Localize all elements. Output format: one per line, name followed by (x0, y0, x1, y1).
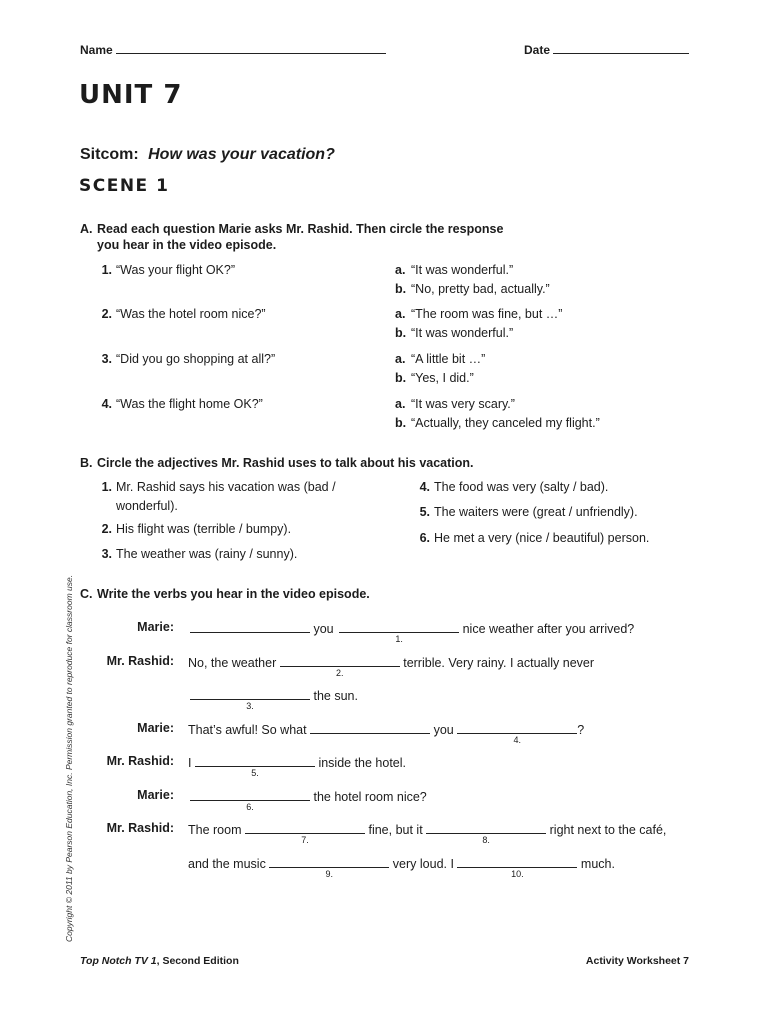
blank-7[interactable] (245, 821, 365, 845)
blank-number: 6. (246, 802, 254, 812)
section-a-line1: Read each question Marie asks Mr. Rashid. Then circle the response (97, 222, 504, 236)
item-text-cont: wonderful). (116, 499, 178, 513)
option-label: b. (395, 416, 407, 430)
dialogue-text: The room (188, 823, 242, 837)
option-b[interactable] (395, 280, 550, 299)
option-text: “A little bit …” (411, 352, 486, 366)
sitcom-heading (80, 146, 335, 164)
question-text: “Was your flight OK?” (116, 263, 236, 277)
dialogue-text: you (433, 723, 454, 737)
blank-3[interactable] (190, 687, 310, 711)
dialogue-text: you (313, 622, 334, 636)
answer-options-2 (395, 305, 562, 343)
sitcom-title: How was your vacation? (148, 146, 335, 163)
dialogue-text: inside the hotel. (318, 756, 407, 770)
speaker-marie: Marie: (137, 788, 174, 802)
section-b-letter: B. (80, 456, 93, 470)
option-text: “The room was fine, but …” (411, 307, 563, 321)
footer-worksheet-label: Activity Worksheet 7 (585, 955, 689, 967)
item-text: He met a very (nice / beautiful) person. (434, 531, 650, 545)
answer-options-3 (395, 350, 485, 388)
dialogue-line-5 (188, 754, 407, 778)
option-b[interactable] (395, 414, 600, 433)
blank-5[interactable] (195, 754, 315, 778)
adjective-item-5 (413, 503, 638, 522)
item-text: His flight was (terrible / bumpy). (116, 522, 292, 536)
dialogue-text: the hotel room nice? (313, 790, 427, 804)
option-a[interactable] (395, 261, 550, 280)
dialogue-text: the sun. (313, 689, 358, 703)
blank-number: 9. (325, 869, 334, 879)
section-c-instruction (80, 586, 370, 602)
name-label: Name (80, 43, 113, 57)
question-number: 2. (101, 307, 112, 321)
blank-number: 7. (301, 835, 309, 845)
blank-9[interactable] (269, 855, 389, 879)
footer-book-title (80, 955, 239, 967)
item-number: 2. (101, 522, 112, 536)
name-line[interactable] (116, 53, 386, 54)
speaker-marie: Marie: (137, 620, 174, 634)
copyright-notice: Copyright © 2011 by Pearson Education, Inc. Permission granted to reproduce for classroom use. (64, 574, 74, 942)
speaker-mr-rashid: Mr. Rashid: (106, 654, 174, 668)
dialogue-text: fine, but it (368, 823, 423, 837)
dialogue-line-2 (188, 654, 595, 678)
adjective-item-4 (413, 478, 608, 497)
option-text: “Actually, they canceled my flight.” (411, 416, 600, 430)
question-3 (95, 350, 275, 369)
dialogue-text: and the music (188, 857, 266, 871)
speaker-mr-rashid: Mr. Rashid: (106, 821, 174, 835)
section-a-line2: you hear in the video episode. (97, 238, 277, 252)
option-text: “It was wonderful.” (411, 326, 514, 340)
item-number: 3. (101, 547, 112, 561)
dialogue-text: ? (577, 723, 585, 737)
dialogue-line-4 (188, 721, 585, 745)
speaker-mr-rashid: Mr. Rashid: (106, 754, 174, 768)
blank-8[interactable] (426, 821, 546, 845)
answer-options-4 (395, 395, 600, 433)
option-label: a. (395, 397, 406, 411)
blank-1[interactable] (190, 620, 310, 633)
option-b[interactable] (395, 324, 562, 343)
blank-1b[interactable] (339, 620, 459, 644)
dialogue-line-1 (190, 620, 635, 644)
item-number: 5. (419, 505, 430, 519)
question-text: “Did you go shopping at all?” (116, 352, 276, 366)
dialogue-line-7 (188, 821, 667, 845)
dialogue-text: That’s awful! So what (188, 723, 307, 737)
option-text: “No, pretty bad, actually.” (411, 282, 550, 296)
footer-book-italic: Top Notch TV 1 (80, 955, 157, 967)
blank-number: 2. (335, 668, 344, 678)
option-a[interactable] (395, 350, 485, 369)
question-text: “Was the hotel room nice?” (116, 307, 266, 321)
date-line[interactable] (553, 53, 689, 54)
item-text: The food was very (salty / bad). (434, 480, 609, 494)
question-4 (95, 395, 263, 414)
item-number: 1. (101, 480, 112, 494)
dialogue-line-8 (188, 855, 615, 879)
option-text: “Yes, I did.” (411, 371, 474, 385)
section-c-text: Write the verbs you hear in the video episode. (97, 587, 370, 601)
item-text: The weather was (rainy / sunny). (116, 547, 298, 561)
blank-number: 8. (482, 835, 490, 845)
sitcom-label: Sitcom: (80, 146, 139, 163)
section-a-letter: A. (80, 222, 93, 236)
name-label-row (80, 43, 386, 57)
scene-title: SCENE 1 (79, 176, 170, 196)
blank-6[interactable] (190, 788, 310, 812)
item-number: 4. (419, 480, 430, 494)
blank-4a[interactable] (310, 721, 430, 734)
option-b[interactable] (395, 369, 485, 388)
date-label-row (524, 43, 689, 57)
adjective-item-3 (95, 545, 297, 564)
blank-number: 3. (246, 701, 254, 711)
blank-4[interactable] (457, 721, 577, 745)
unit-title: UNIT 7 (79, 80, 183, 110)
adjective-item-1 (95, 478, 336, 516)
option-a[interactable] (395, 395, 600, 414)
item-number: 6. (419, 531, 430, 545)
option-a[interactable] (395, 305, 562, 324)
section-a-instruction (80, 221, 503, 253)
item-text: The waiters were (great / unfriendly). (434, 505, 638, 519)
adjective-item-6 (413, 529, 649, 548)
option-label: a. (395, 307, 406, 321)
answer-options-1 (395, 261, 550, 299)
section-b-instruction (80, 455, 474, 471)
option-text: “It was wonderful.” (411, 263, 514, 277)
speaker-marie: Marie: (137, 721, 174, 735)
question-1 (95, 261, 235, 280)
option-label: a. (395, 352, 406, 366)
blank-10[interactable] (457, 855, 577, 879)
dialogue-line-6 (190, 788, 427, 812)
question-number: 4. (101, 397, 112, 411)
blank-2[interactable] (280, 654, 400, 678)
question-text: “Was the flight home OK?” (116, 397, 263, 411)
option-label: a. (395, 263, 406, 277)
option-text: “It was very scary.” (411, 397, 515, 411)
adjective-item-2 (95, 520, 291, 539)
section-c-letter: C. (80, 587, 93, 601)
dialogue-text: very loud. I (392, 857, 454, 871)
dialogue-line-3 (190, 687, 358, 711)
option-label: b. (395, 326, 407, 340)
dialogue-text: right next to the café, (549, 823, 667, 837)
option-label: b. (395, 371, 407, 385)
item-text: Mr. Rashid says his vacation was (bad / (116, 480, 336, 494)
blank-number: 1. (395, 634, 403, 644)
dialogue-text: I (188, 756, 192, 770)
footer-book-rest: , Second Edition (156, 955, 239, 967)
dialogue-text: much. (580, 857, 615, 871)
question-number: 3. (101, 352, 112, 366)
question-2 (95, 305, 266, 324)
blank-number: 5. (251, 768, 259, 778)
blank-number: 4. (513, 735, 521, 745)
blank-number: 10. (511, 869, 524, 879)
dialogue-text: terrible. Very rainy. I actually never (403, 656, 595, 670)
date-label: Date (524, 43, 551, 57)
option-label: b. (395, 282, 407, 296)
section-b-text: Circle the adjectives Mr. Rashid uses to talk about his vacation. (97, 456, 474, 470)
dialogue-text: No, the weather (188, 656, 277, 670)
question-number: 1. (101, 263, 112, 277)
dialogue-text: nice weather after you arrived? (462, 622, 635, 636)
